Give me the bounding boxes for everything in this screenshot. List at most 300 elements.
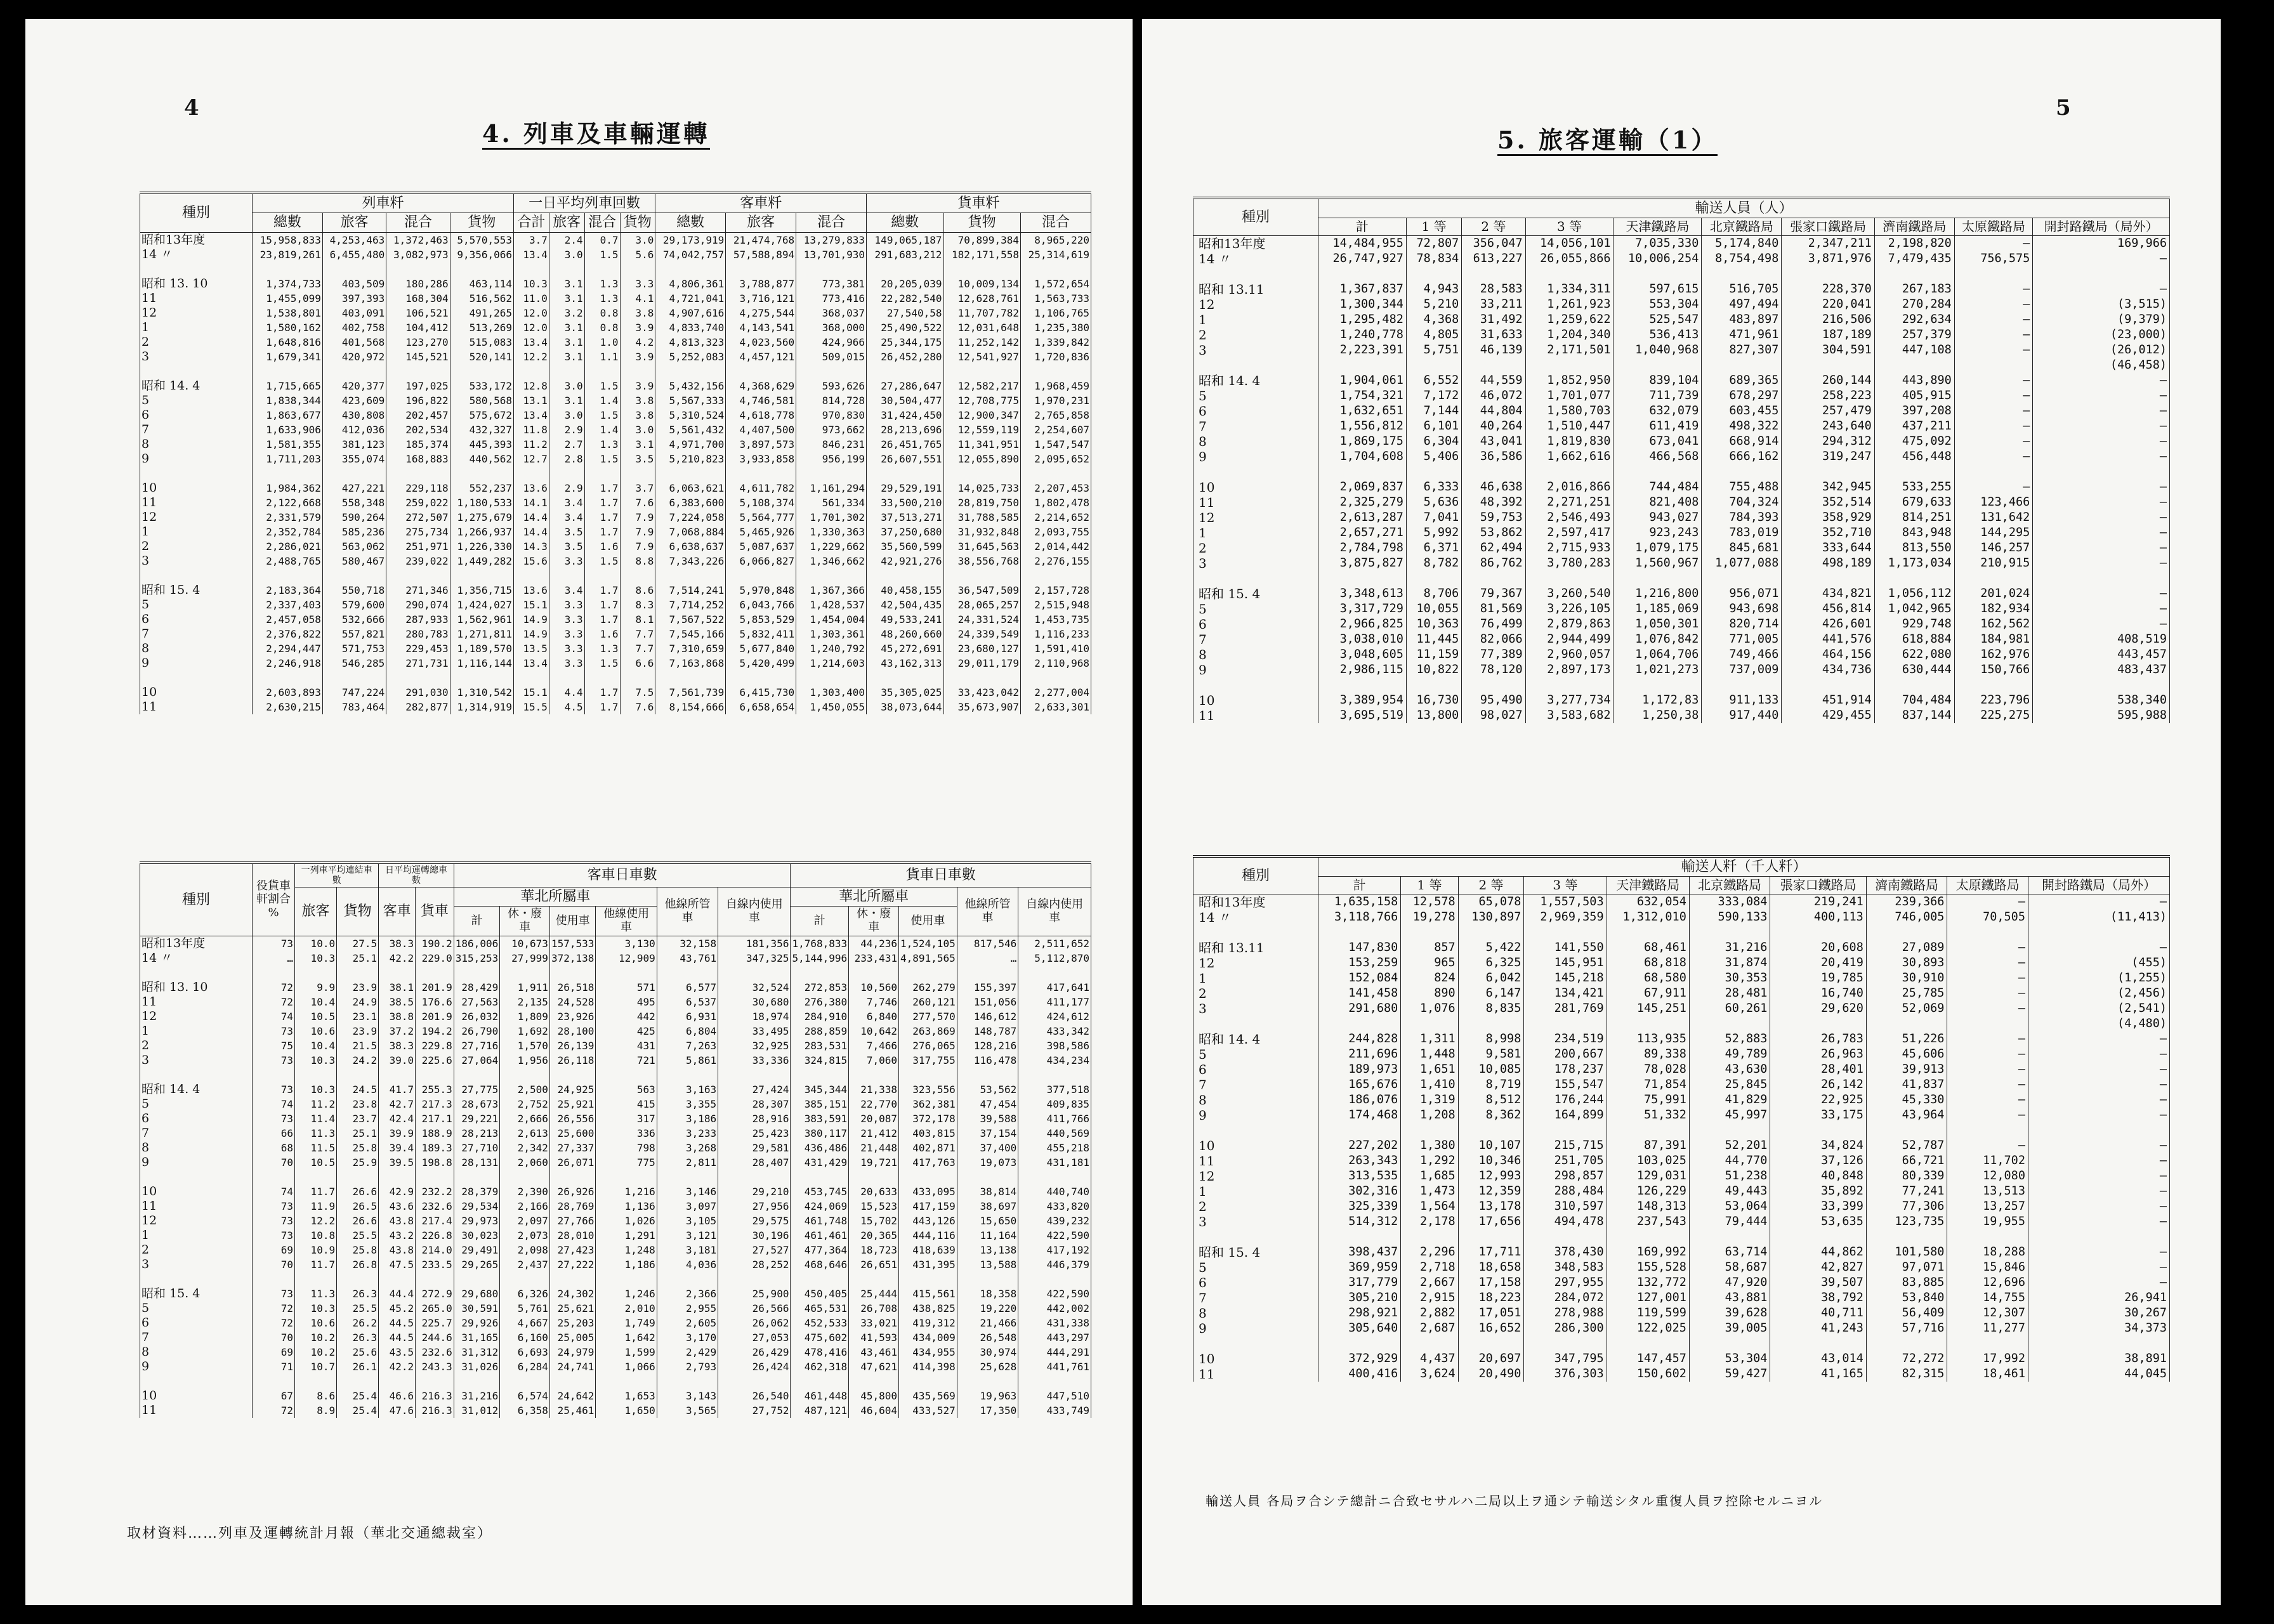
row-label: 5 — [1193, 1260, 1318, 1275]
table-cell: 2,879,863 — [1525, 617, 1613, 632]
table-cell — [253, 1272, 295, 1287]
table-cell: 580,467 — [322, 554, 386, 568]
table-cell: 38,891 — [2028, 1351, 2169, 1366]
table-cell — [584, 671, 620, 685]
table-cell — [1525, 678, 1613, 693]
table-cell: 188.9 — [416, 1126, 454, 1141]
table-cell: 26,518 — [549, 980, 595, 995]
table-cell: 1,229,662 — [796, 539, 867, 554]
table-cell: 26,424 — [718, 1359, 791, 1374]
table-cell: 31,012 — [454, 1403, 499, 1418]
table-cell: 433,095 — [899, 1184, 957, 1199]
table-cell: 5,567,333 — [655, 393, 726, 408]
table-cell — [450, 568, 513, 583]
table-cell: 347,795 — [1524, 1351, 1607, 1366]
table-cell — [655, 671, 726, 685]
page-number: 5 — [2056, 95, 2071, 121]
table-cell: 30,910 — [1866, 971, 1947, 986]
row-label: 7 — [140, 1126, 253, 1141]
table-cell: 1,591,410 — [1020, 641, 1091, 656]
table-cell: 2,687 — [1401, 1321, 1458, 1336]
table-cell: 180,286 — [386, 277, 450, 291]
table-cell: 226.8 — [416, 1228, 454, 1243]
table-cell: 16,652 — [1458, 1321, 1524, 1336]
table-cell: 2.4 — [549, 232, 584, 247]
table-cell: 441,761 — [1018, 1359, 1091, 1374]
table-row — [1193, 525, 2170, 540]
table-cell — [1020, 671, 1091, 685]
table-cell: 3,121 — [657, 1228, 718, 1243]
table-row — [1193, 1290, 2170, 1306]
table-cell: 146,612 — [957, 1009, 1018, 1024]
table-cell: 7,041 — [1406, 510, 1461, 525]
table-cell: 31,633 — [1462, 327, 1525, 343]
table-cell: 2,897,173 — [1525, 662, 1613, 678]
table-row — [1193, 282, 2170, 297]
table-cell: 69 — [253, 1243, 295, 1257]
table-cell — [2028, 1123, 2169, 1138]
table-cell: 44.5 — [379, 1316, 416, 1330]
table-cell: 41.7 — [379, 1082, 416, 1097]
table-cell: 5,108,374 — [726, 495, 796, 510]
table-cell: 3,143 — [657, 1389, 718, 1403]
table-cell: 2,966,825 — [1318, 617, 1407, 632]
table-cell: 216.3 — [416, 1403, 454, 1418]
table-cell: — — [2033, 373, 2170, 388]
table-cell — [1401, 1016, 1458, 1031]
table-cell: — — [1947, 1077, 2028, 1092]
row-label: 6 — [1193, 403, 1318, 419]
table-cell: 37,250,680 — [867, 525, 943, 539]
table-cell — [514, 671, 549, 685]
table-cell: 4,036 — [657, 1257, 718, 1272]
passenger-km-table — [1193, 855, 2170, 1382]
table-cell: 2,157,728 — [1020, 583, 1091, 598]
table-cell: (26,012) — [2033, 343, 2170, 358]
table-cell: 106,521 — [386, 306, 450, 320]
row-label: 6 — [1193, 1275, 1318, 1290]
table-cell — [295, 966, 337, 980]
table-cell — [620, 364, 655, 379]
table-cell: 536,413 — [1613, 327, 1702, 343]
table-cell: 148,787 — [957, 1024, 1018, 1038]
table-cell: 201,024 — [1954, 586, 2032, 601]
table-cell: 21.5 — [337, 1038, 379, 1053]
table-cell: 29,575 — [718, 1214, 791, 1228]
table-cell: 1,189,570 — [450, 641, 513, 656]
col-category: 種別 — [1193, 198, 1318, 236]
table-cell: 6,325 — [1458, 955, 1524, 971]
table-cell — [1613, 678, 1702, 693]
table-cell: 23.8 — [337, 1097, 379, 1111]
table-cell: 425 — [596, 1024, 657, 1038]
table-cell: 15,650 — [957, 1214, 1018, 1228]
table-cell: 427,221 — [322, 481, 386, 495]
table-cell: 12.0 — [514, 320, 549, 335]
table-cell: 1,715,665 — [253, 379, 323, 393]
table-row — [1193, 586, 2170, 601]
page-title: 5. 旅客運輸（1） — [1497, 121, 1718, 155]
table-cell — [454, 966, 499, 980]
table-cell: 34,824 — [1770, 1138, 1866, 1153]
table-cell — [450, 671, 513, 685]
table-cell — [1524, 1016, 1607, 1031]
table-cell — [379, 1374, 416, 1389]
table-cell: 19,963 — [957, 1389, 1018, 1403]
table-cell: 168,304 — [386, 291, 450, 306]
table-cell — [718, 1272, 791, 1287]
table-cell: 2,793 — [657, 1359, 718, 1374]
col-pass-own: 自線内使用車 — [718, 887, 791, 936]
table-cell: 7,310,659 — [655, 641, 726, 656]
table-cell — [386, 466, 450, 481]
table-cell: 417,192 — [1018, 1243, 1091, 1257]
table-cell: 432,327 — [450, 422, 513, 437]
table-cell: 2,296 — [1401, 1245, 1458, 1260]
table-cell: 420,377 — [322, 379, 386, 393]
table-cell: 2,613,287 — [1318, 510, 1407, 525]
table-cell: 6,693 — [500, 1345, 550, 1359]
table-cell: 10,560 — [849, 980, 899, 995]
table-cell: 59,427 — [1689, 1366, 1770, 1382]
table-cell: 2,811 — [657, 1155, 718, 1170]
table-cell: — — [2028, 940, 2169, 955]
table-cell: 575,672 — [450, 408, 513, 422]
table-row — [1193, 708, 2170, 723]
table-cell: 1,330,363 — [796, 525, 867, 539]
table-cell: 132,772 — [1607, 1275, 1689, 1290]
sub-header: 開封路鐵局（局外） — [2028, 877, 2169, 894]
table-row — [140, 437, 1091, 452]
table-cell: 478,416 — [791, 1345, 849, 1359]
table-cell: 2,429 — [657, 1345, 718, 1359]
table-row — [140, 1301, 1091, 1316]
left-page — [25, 19, 1133, 1605]
table-cell: 1.3 — [584, 291, 620, 306]
table-cell: 186,076 — [1318, 1092, 1401, 1108]
table-cell: 2,246,918 — [253, 656, 323, 671]
table-cell: 43,630 — [1689, 1062, 1770, 1077]
table-cell: 403,815 — [899, 1126, 957, 1141]
table-cell — [796, 671, 867, 685]
table-cell — [253, 568, 323, 583]
table-cell: 39,913 — [1866, 1062, 1947, 1077]
table-cell: 41,165 — [1770, 1366, 1866, 1382]
row-label: 2 — [140, 1038, 253, 1053]
table-cell — [549, 671, 584, 685]
table-cell: 189,973 — [1318, 1062, 1401, 1077]
sub-header: 總數 — [253, 213, 323, 232]
table-cell: 72,807 — [1406, 236, 1461, 252]
table-cell: — — [2033, 434, 2170, 449]
table-cell: 1,246 — [596, 1287, 657, 1301]
table-cell — [1318, 571, 1407, 586]
table-cell — [1866, 1229, 1947, 1245]
table-cell: 202,534 — [386, 422, 450, 437]
table-cell: 3,130 — [596, 936, 657, 951]
table-cell: 2,352,784 — [253, 525, 323, 539]
table-cell: 243.3 — [416, 1359, 454, 1374]
table-cell: 244.6 — [416, 1330, 454, 1345]
table-cell: 1.4 — [584, 422, 620, 437]
table-cell: 426,601 — [1782, 617, 1874, 632]
table-cell: 775 — [596, 1155, 657, 1170]
table-cell: 52,201 — [1689, 1138, 1770, 1153]
table-cell: 280,783 — [386, 627, 450, 641]
table-cell: 2,294,447 — [253, 641, 323, 656]
table-cell: 25.4 — [337, 1403, 379, 1418]
table-cell — [1462, 678, 1525, 693]
table-cell: 411,766 — [1018, 1111, 1091, 1126]
table-cell: — — [1954, 419, 2032, 434]
table-row — [1193, 419, 2170, 434]
table-cell — [899, 1272, 957, 1287]
table-cell — [253, 671, 323, 685]
table-cell: 185,374 — [386, 437, 450, 452]
table-row — [140, 408, 1091, 422]
table-cell — [1874, 571, 1954, 586]
row-label: 昭和 13. 10 — [140, 277, 253, 291]
table-row — [140, 598, 1091, 612]
table-cell — [500, 1170, 550, 1184]
row-label: 10 — [140, 1389, 253, 1403]
table-cell: 116,478 — [957, 1053, 1018, 1068]
table-cell — [1458, 1229, 1524, 1245]
table-cell — [1947, 925, 2028, 940]
table-cell: 1,235,380 — [1020, 320, 1091, 335]
table-row — [140, 306, 1091, 320]
table-cell: — — [2028, 1184, 2169, 1199]
table-cell: 267,183 — [1874, 282, 1954, 297]
table-cell — [1020, 568, 1091, 583]
table-cell: — — [1954, 327, 2032, 343]
table-cell: 24,302 — [549, 1287, 595, 1301]
table-cell — [295, 1068, 337, 1082]
table-cell: 33,399 — [1770, 1199, 1866, 1214]
table-cell: 73 — [253, 1053, 295, 1068]
table-cell: 1,563,733 — [1020, 291, 1091, 306]
table-cell: 2,605 — [657, 1316, 718, 1330]
table-cell: 70 — [253, 1155, 295, 1170]
table-cell: 291,030 — [386, 685, 450, 700]
table-cell — [1613, 464, 1702, 480]
table-cell: 48,392 — [1462, 495, 1525, 510]
table-cell: 169,992 — [1607, 1245, 1689, 1260]
table-row — [1193, 1336, 2170, 1351]
table-cell: 433,527 — [899, 1403, 957, 1418]
table-cell: 1,819,830 — [1525, 434, 1613, 449]
table-cell: 23.9 — [337, 1024, 379, 1038]
table-cell: 298,857 — [1524, 1169, 1607, 1184]
table-cell: 225.7 — [416, 1316, 454, 1330]
table-row — [140, 1199, 1091, 1214]
table-cell: 10.2 — [295, 1345, 337, 1359]
table-cell: 2,093,755 — [1020, 525, 1091, 539]
table-cell: 1,749 — [596, 1316, 657, 1330]
table-cell — [2033, 571, 2170, 586]
table-cell: 495 — [596, 995, 657, 1009]
table-cell: 2,183,364 — [253, 583, 323, 598]
table-cell — [1458, 1016, 1524, 1031]
table-cell: — — [2033, 510, 2170, 525]
table-cell: 44,236 — [849, 936, 899, 951]
sub-header: 他線使用車 — [596, 907, 657, 936]
table-cell: 2,657,271 — [1318, 525, 1407, 540]
table-cell: 52,883 — [1689, 1031, 1770, 1047]
table-cell: 1.3 — [584, 277, 620, 291]
table-cell: 233.5 — [416, 1257, 454, 1272]
table-cell: 38.5 — [379, 995, 416, 1009]
table-cell: — — [1954, 236, 2032, 252]
table-cell: 18,723 — [849, 1243, 899, 1257]
table-row — [1193, 1047, 2170, 1062]
sub-header: 混合 — [1020, 213, 1091, 232]
table-cell: 11.4 — [295, 1111, 337, 1126]
table-cell: 24,339,549 — [943, 627, 1020, 641]
table-cell: 8.8 — [620, 554, 655, 568]
table-cell: 4,275,544 — [726, 306, 796, 320]
table-cell — [584, 262, 620, 277]
table-cell: 10,107 — [1458, 1138, 1524, 1153]
sub-header: 總數 — [655, 213, 726, 232]
table-cell: 44.4 — [379, 1287, 416, 1301]
table-cell: 497,494 — [1702, 297, 1782, 312]
table-cell — [2028, 925, 2169, 940]
table-cell: 400,416 — [1318, 1366, 1401, 1382]
table-cell: 2,214,652 — [1020, 510, 1091, 525]
table-cell: 1,319 — [1401, 1092, 1458, 1108]
table-cell: 3.0 — [549, 408, 584, 422]
table-cell — [596, 1068, 657, 1082]
table-cell: 284,072 — [1524, 1290, 1607, 1306]
table-cell: 305,210 — [1318, 1290, 1401, 1306]
table-cell: 352,710 — [1782, 525, 1874, 540]
table-cell: 1.3 — [584, 437, 620, 452]
table-cell: 26.3 — [337, 1330, 379, 1345]
row-label: 3 — [1193, 1001, 1318, 1016]
table-cell: 46.6 — [379, 1389, 416, 1403]
table-cell: 317 — [596, 1111, 657, 1126]
table-cell — [796, 262, 867, 277]
row-label: 10 — [140, 1184, 253, 1199]
table-cell: 176,244 — [1524, 1092, 1607, 1108]
table-cell: 443,890 — [1874, 373, 1954, 388]
row-label: 9 — [1193, 449, 1318, 464]
table-cell: 3,716,121 — [726, 291, 796, 306]
table-cell — [849, 1374, 899, 1389]
table-cell: 25.8 — [337, 1243, 379, 1257]
table-cell: 845,681 — [1702, 540, 1782, 556]
table-cell: 2,171,501 — [1525, 343, 1613, 358]
table-cell — [899, 1170, 957, 1184]
table-cell: 434,234 — [1018, 1053, 1091, 1068]
table-cell: 424,966 — [796, 335, 867, 350]
table-cell — [1874, 678, 1954, 693]
table-row — [1193, 632, 2170, 647]
table-cell: 1,970,231 — [1020, 393, 1091, 408]
table-cell: 2,969,359 — [1524, 910, 1607, 925]
table-cell: 401,568 — [322, 335, 386, 350]
table-cell — [386, 671, 450, 685]
table-cell: 73 — [253, 1082, 295, 1097]
table-cell — [549, 1170, 595, 1184]
table-cell: — — [1947, 1047, 2028, 1062]
table-cell — [957, 966, 1018, 980]
table-cell: 47,621 — [849, 1359, 899, 1374]
table-cell: 276,065 — [899, 1038, 957, 1053]
sub-header: 混合 — [584, 213, 620, 232]
table-cell — [957, 1272, 1018, 1287]
table-cell: 5,422 — [1458, 940, 1524, 955]
table-cell: — — [1954, 373, 2032, 388]
table-row — [140, 1316, 1091, 1330]
table-cell: 431,338 — [1018, 1316, 1091, 1330]
table-cell: 26.5 — [337, 1199, 379, 1214]
table-cell: 2,718 — [1401, 1260, 1458, 1275]
table-cell: 42.9 — [379, 1184, 416, 1199]
row-label — [1193, 1123, 1318, 1138]
row-label: 10 — [140, 685, 253, 700]
table-cell: 593,626 — [796, 379, 867, 393]
table-cell — [1702, 464, 1782, 480]
table-cell: 25,203 — [549, 1316, 595, 1330]
table-cell: 5,420,499 — [726, 656, 796, 671]
table-cell: 2,198,820 — [1874, 236, 1954, 252]
table-cell: 57,588,894 — [726, 247, 796, 262]
table-cell: 943,027 — [1613, 510, 1702, 525]
table-cell: 37,513,271 — [867, 510, 943, 525]
row-label: 昭和13年度 — [140, 936, 253, 951]
table-cell: 4,368,629 — [726, 379, 796, 393]
row-label — [140, 966, 253, 980]
table-cell: 6,574 — [500, 1389, 550, 1403]
table-cell — [1782, 358, 1874, 373]
table-cell: 46,072 — [1462, 388, 1525, 403]
table-cell: 1,633,906 — [253, 422, 323, 437]
table-cell: 43.5 — [379, 1345, 416, 1359]
row-label — [1193, 358, 1318, 373]
table-cell — [253, 1170, 295, 1184]
table-row — [1193, 266, 2170, 282]
row-label — [140, 262, 253, 277]
table-cell — [1020, 262, 1091, 277]
table-cell: 225,275 — [1954, 708, 2032, 723]
table-cell: 666,162 — [1702, 449, 1782, 464]
table-cell: 1,303,400 — [796, 685, 867, 700]
table-cell: 737,009 — [1702, 662, 1782, 678]
table-cell: 284,910 — [791, 1009, 849, 1024]
table-cell: 773,381 — [796, 277, 867, 291]
table-cell: 20,633 — [849, 1184, 899, 1199]
table-cell: 10.6 — [295, 1024, 337, 1038]
table-row — [1193, 251, 2170, 266]
table-cell: 7,545,166 — [655, 627, 726, 641]
sub-header: 貨物 — [620, 213, 655, 232]
table-cell: 14,056,101 — [1525, 236, 1613, 252]
table-cell — [514, 466, 549, 481]
table-cell: 67 — [253, 1389, 295, 1403]
table-cell: 380,117 — [791, 1126, 849, 1141]
table-cell: 595,988 — [2033, 708, 2170, 723]
table-cell: 13.6 — [514, 481, 549, 495]
table-cell: 445,393 — [450, 437, 513, 452]
table-cell — [1525, 266, 1613, 282]
table-cell: 1.7 — [584, 685, 620, 700]
table-cell: 557,821 — [322, 627, 386, 641]
table-cell: 5,210,823 — [655, 452, 726, 466]
table-cell: 11.7 — [295, 1257, 337, 1272]
table-cell — [1866, 1016, 1947, 1031]
